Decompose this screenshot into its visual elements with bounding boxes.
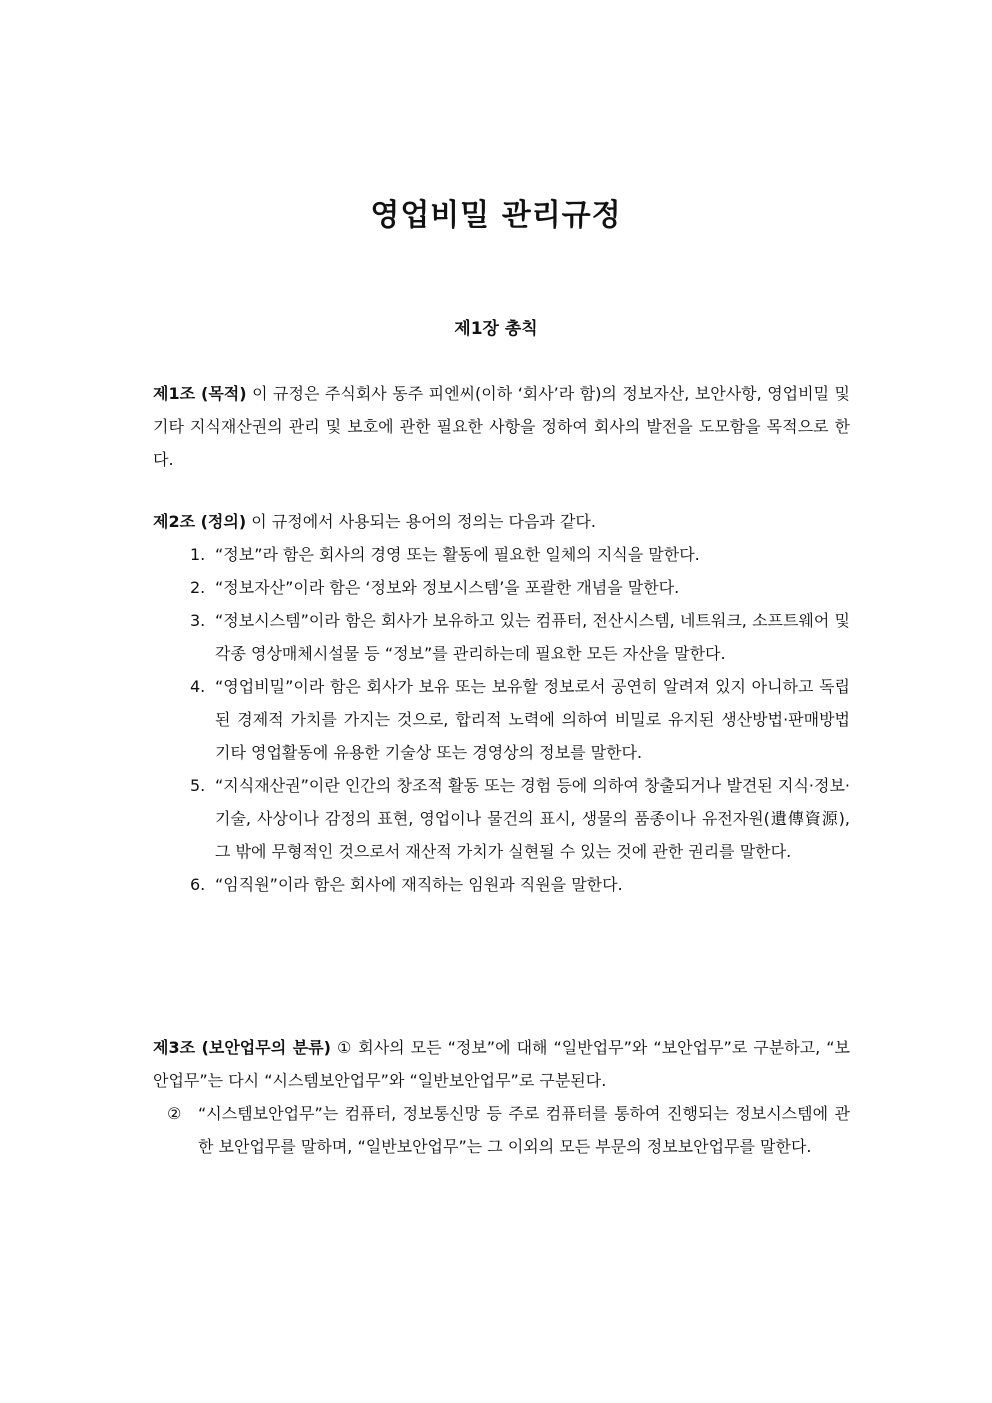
- definition-number: 1.: [190, 545, 206, 564]
- definition-number: 5.: [190, 776, 206, 795]
- definition-text: “임직원”이라 함은 회사에 재직하는 임원과 직원을 말한다.: [215, 875, 623, 894]
- definition-text: “정보자산”이라 함은 ‘정보와 정보시스템’을 포괄한 개념을 말한다.: [215, 578, 680, 597]
- definition-text: “정보시스템”이라 함은 회사가 보유하고 있는 컴퓨터, 전산시스템, 네트워크, 소프트웨어 및 각종 영상매체시설물 등 “정보”를 관리하는데 필요한 모든 자산을 말한다.: [215, 611, 850, 663]
- article-3-paragraph-2: [153, 1097, 850, 1163]
- definition-text: “지식재산권”이란 인간의 창조적 활동 또는 경험 등에 의하여 창출되거나 발견된 지식·정보·기술, 사상이나 감정의 표현, 영업이나 물건의 표시, 생물의 품종이나 유전자원(遺傳資源), 그 밖에 무형적인 것으로서 재산적 가치가 실현될 수 있는 것에 관한 권리를 말한다.: [215, 776, 850, 861]
- article-2-heading: 제2조 (정의): [153, 512, 247, 531]
- definition-item: [153, 604, 850, 670]
- article-1-text: 이 규정은 주식회사 동주 피엔씨(이하 ‘회사’라 함)의 정보자산, 보안사항, 영업비밀 및 기타 지식재산권의 관리 및 보호에 관한 필요한 사항을 정하여 회사의 발전을 도모함을 목적으로 한다.: [153, 384, 850, 469]
- document-title: 영업비밀 관리규정: [370, 198, 622, 233]
- definition-item: [153, 868, 850, 901]
- article-3-text: ① 회사의 모든 “정보”에 대해 “일반업무”와 “보안업무”로 구분하고, “보안업무”는 다시 “시스템보안업무”와 “일반보안업무”로 구분된다.: [153, 1038, 850, 1090]
- definition-number: 2.: [190, 578, 206, 597]
- article-2: [153, 505, 850, 901]
- definition-list: [153, 538, 850, 901]
- article-1: [153, 377, 850, 476]
- definition-item: [153, 538, 850, 571]
- article-3: [153, 1031, 850, 1163]
- article-2-text: 이 규정에서 사용되는 용어의 정의는 다음과 같다.: [251, 512, 596, 531]
- definition-text: “영업비밀”이라 함은 회사가 보유 또는 보유할 정보로서 공연히 알려져 있지 아니하고 독립된 경제적 가치를 가지는 것으로, 합리적 노력에 의하여 비밀로 유지된 생산방법·판매방법 기타 영업활동에 유용한 기술상 또는 경영상의 정보를 말한다.: [215, 677, 850, 762]
- definition-number: 6.: [190, 875, 206, 894]
- definition-number: 3.: [190, 611, 206, 630]
- paragraph-number: ②: [167, 1104, 182, 1123]
- paragraph-text: “시스템보안업무”는 컴퓨터, 정보통신망 등 주로 컴퓨터를 통하여 진행되는 정보시스템에 관한 보안업무를 말하며, “일반보안업무”는 그 이외의 모든 부문의 정보보안업무를 말한다.: [198, 1104, 850, 1156]
- chapter-heading: 제1장 총칙: [454, 319, 538, 339]
- definition-number: 4.: [190, 677, 206, 696]
- definition-item: [153, 670, 850, 769]
- article-1-heading: 제1조 (목적): [153, 384, 247, 403]
- article-3-heading: 제3조 (보안업무의 분류): [153, 1038, 331, 1057]
- definition-item: [153, 571, 850, 604]
- definition-text: “정보”라 함은 회사의 경영 또는 활동에 필요한 일체의 지식을 말한다.: [215, 545, 700, 564]
- definition-item: [153, 769, 850, 868]
